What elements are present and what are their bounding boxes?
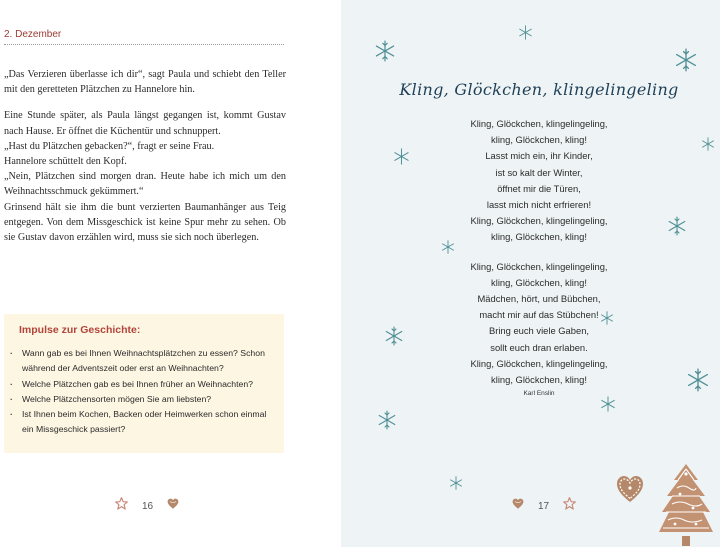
impulse-item: · Welche Plätzchensorten mögen Sie am liebsten? xyxy=(8,392,274,407)
story-paragraph-2: Eine Stunde später, als Paula längst gegangen ist, kommt Gustav nach Hause. Er öffnet die Küchentür und schnuppert. „Hast du Plätzchen gebacken?“, fragt er seine Frau. Hannelore schüttelt den Kopf. „Nein, Plätzchen sind morgen dran. Heute habe ich mich um den Weihnachtsschmuck gekümmert.“ Grinsend hält sie ihm die bunt verzierten Baumanhänger aus Teig entgegen. Von dem Missgeschick ist keine Spur mehr zu sehen. Ob sie Gustav davon erzählen wird, muss sie sich noch überlegen. xyxy=(4,110,286,244)
left-footer xyxy=(115,498,179,514)
snowflake-icon xyxy=(667,216,687,236)
snowflake-icon xyxy=(701,137,715,151)
impulse-box xyxy=(4,314,284,453)
snowflake-icon xyxy=(449,476,463,490)
poem-line: kling, Glöckchen, kling! xyxy=(491,231,587,243)
snowflake-icon xyxy=(393,148,410,165)
poem-line: lasst mich nicht erfrieren! xyxy=(486,199,592,211)
poem xyxy=(441,116,637,401)
poem-line: macht mir auf das Stübchen! xyxy=(479,309,599,321)
poem-line: Kling, Glöckchen, klingelingeling, xyxy=(470,357,608,369)
chapter-label: 2. Dezember xyxy=(4,29,62,40)
poem-line: Mädchen, hört, und Bübchen, xyxy=(477,293,601,305)
snowflake-icon xyxy=(600,311,614,325)
poem-line: sollt euch dran erlaben. xyxy=(490,341,588,353)
snowflake-icon xyxy=(377,410,397,430)
right-footer xyxy=(512,498,576,514)
poem-line: Kling, Glöckchen, klingelingeling, xyxy=(470,118,608,129)
star-icon xyxy=(563,497,576,515)
poem-line: Kling, Glöckchen, klingelingeling, xyxy=(470,260,608,272)
impulse-item: · Welche Plätzchen gab es bei Ihnen früher an Weihnachten? xyxy=(8,377,274,392)
snowflake-icon xyxy=(518,25,533,40)
heart-icon xyxy=(512,497,524,515)
poem-line: kling, Glöckchen, kling! xyxy=(491,374,587,386)
poem-stanza-1 xyxy=(441,116,637,246)
heart-icon xyxy=(615,474,645,509)
snowflake-icon xyxy=(600,396,616,412)
page-number-right: 17 xyxy=(538,500,550,512)
left-page xyxy=(0,0,341,547)
poem-line: ist so kalt der Winter, xyxy=(495,166,583,178)
snowflake-icon xyxy=(441,240,455,254)
heart-icon xyxy=(167,497,179,515)
gingerbread-tree-icon xyxy=(658,462,714,552)
poem-line: Kling, Glöckchen, klingelingeling, xyxy=(470,215,608,227)
snowflake-icon xyxy=(686,368,710,392)
impulse-item: · Wann gab es bei Ihnen Weihnachtsplätzchen zu essen? Schon während der Adventszeit oder erst an Weihnachten? xyxy=(8,346,274,377)
story-paragraph-1: „Das Verzieren überlasse ich dir“, sagt Paula und schiebt den Teller mit den geretteten Plätzchen zu Hannelore hin. xyxy=(4,69,286,96)
impulse-title: Impulse zur Geschichte: xyxy=(19,324,141,336)
page-number-left: 16 xyxy=(142,500,154,512)
snowflake-icon xyxy=(374,40,396,62)
poem-line: kling, Glöckchen, kling! xyxy=(491,276,587,288)
poem-author: Karl Enslin xyxy=(523,390,555,397)
impulse-list xyxy=(8,346,274,438)
poem-line: Bring euch viele Gaben, xyxy=(488,325,590,337)
poem-line: kling, Glöckchen, kling! xyxy=(491,134,587,146)
poem-title: Kling, Glöckchen, klingelingeling xyxy=(399,80,679,99)
snowflake-icon xyxy=(674,48,698,72)
story-text xyxy=(4,67,286,256)
snowflake-icon xyxy=(384,326,404,346)
dotted-divider xyxy=(4,44,284,45)
impulse-item: · Ist Ihnen beim Kochen, Backen oder Heimwerken schon einmal ein Missgeschick passiert? xyxy=(8,407,274,438)
poem-line: Lasst mich ein, ihr Kinder, xyxy=(485,150,593,162)
poem-line: öffnet mir die Türen, xyxy=(497,182,581,194)
star-icon xyxy=(115,497,128,515)
